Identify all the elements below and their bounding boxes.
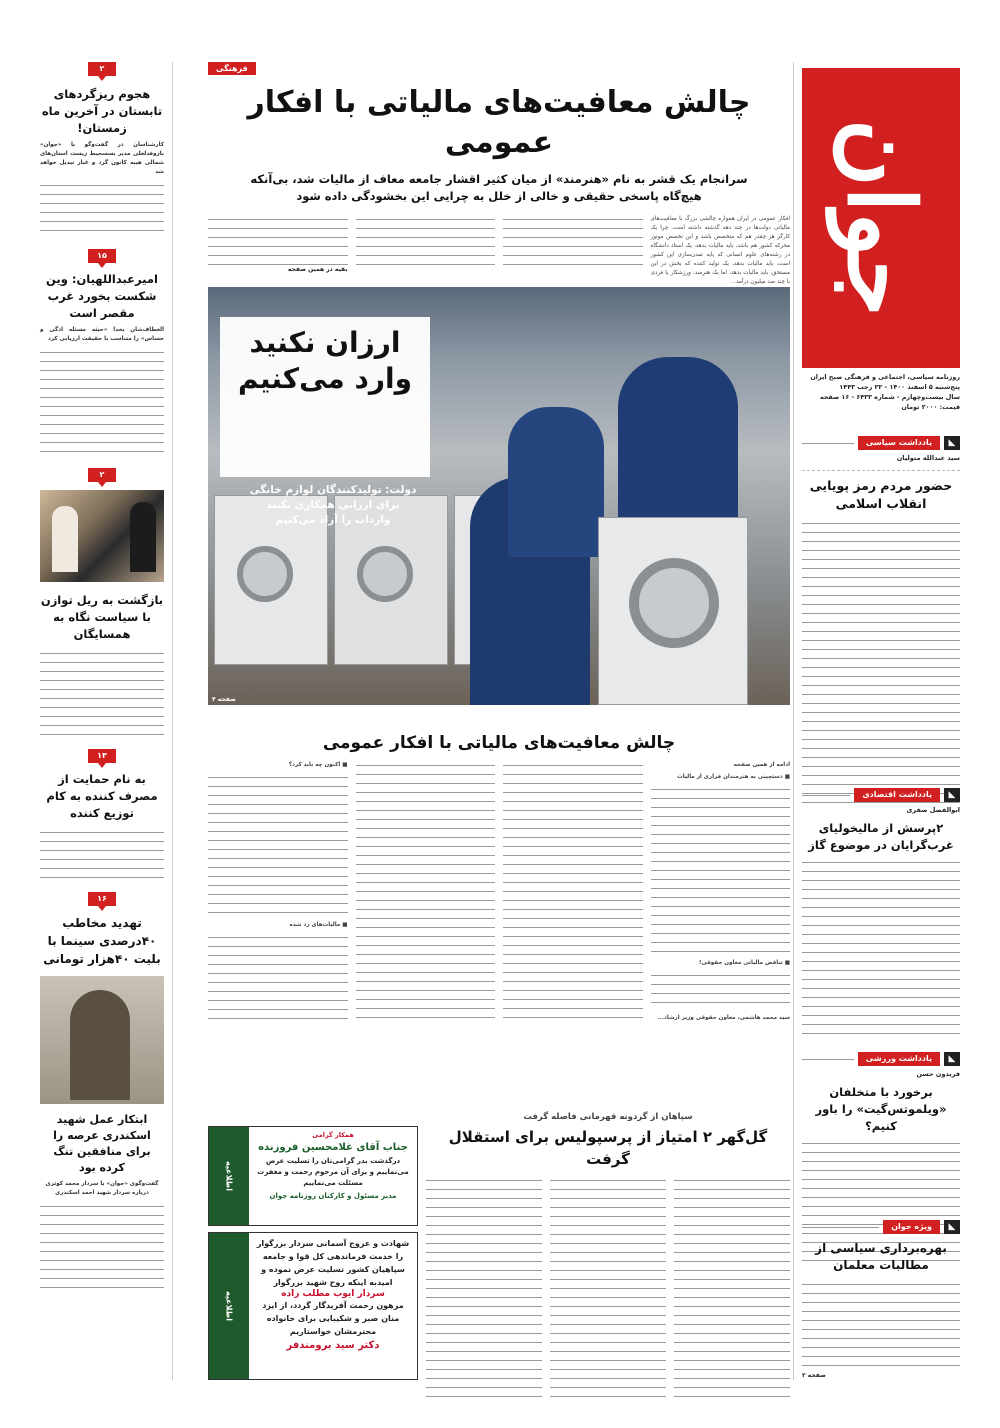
article-subhead: ■ دستچینی به هنرمندان فراری از مالیات: [677, 774, 790, 780]
body-column: افکار عمومی در ایران همواره چالشی بزرگ با معافیت‌های مالیاتی دولت‌ها در چند دهه گذشته داشته است. چرا یک کارگر هر چقدر هم که متخصص باشد و این تخصص موتور محرکه کشور هم باشد، باید مالیات بدهد، یک استاد دانشگاه در رشته‌های علوم انسانی که پایه تمدن‌سازی این کشور است، باید مالیات بدهد، یک تولید کننده که بخش در این مستحق، باید مالیات بدهد، اما یک هنرمند، ورزشکار یا فردی با چند صد میلیون درآمد...: [650, 216, 790, 285]
note-economic: [802, 788, 960, 1068]
ad-name: جناب آقای غلامحسین فروزنده: [258, 1142, 408, 1153]
factory-photo: [208, 287, 790, 705]
note-headline: برخورد با متخلفان «ویلموتس‌گیت» را باور کنیم؟: [815, 1085, 947, 1133]
author: فریدون حسن: [916, 1070, 960, 1078]
section-title: یادداشت اقتصادی: [854, 788, 940, 802]
teaser-headline[interactable]: به نام حمایت از مصرف کننده به کام توزیع کننده: [46, 772, 158, 820]
page-ref: صفحه ۴: [212, 696, 236, 703]
text-column: [503, 761, 643, 1023]
note-political: [802, 436, 960, 816]
teaser-body: [40, 828, 164, 882]
price: قیمت: ۲۰۰۰ تومان: [901, 403, 960, 411]
divider: [172, 62, 173, 1380]
main-subhead: سرانجام یک قشر به نام «هنرمند» از میان کثیر اقشار جامعه معاف از مالیات شد، بی‌آنکه هیچ‌گاه پاسخی حقیقی و خالی از خلل به چرایی این بخشودگی داده شود: [250, 172, 748, 203]
figure-silhouette: [52, 506, 78, 572]
ad-sign: دکتر سید برومندفر: [286, 1340, 380, 1351]
bottom-area: [208, 1112, 790, 1380]
jawan-icon: ◣: [944, 1220, 960, 1234]
author: سید عبدالله متولیان: [896, 454, 960, 462]
left-column: [40, 62, 164, 1380]
condolence-ad-1: [208, 1126, 418, 1226]
note-headline: بهره‌برداری سیاسی از مطالبات معلمان: [815, 1241, 947, 1272]
teaser-headline[interactable]: امیرعبداللهیان: وین شکست بخورد غرب مقصر است: [46, 272, 158, 320]
ad-sign: مدیر مسئول و کارکنان روزنامه جوان: [269, 1192, 397, 1200]
teaser-body: [40, 181, 164, 235]
jawan-icon: ◣: [944, 436, 960, 450]
right-column: [802, 62, 960, 1380]
article-subhead: ■ مالیات‌های رد شده: [289, 922, 348, 928]
ad-name: سردار ایوب مطلب زاده: [281, 1289, 385, 1299]
section-title: ویژه جوان: [883, 1220, 940, 1234]
text-column: [208, 933, 348, 1023]
teaser-headline[interactable]: هجوم ریزگردهای تابستان در آخرین ماه زمستان!: [41, 87, 163, 135]
teaser-photo: [40, 976, 164, 1104]
article-headline[interactable]: چالش معافیت‌های مالیاتی با افکار عمومی: [322, 733, 676, 753]
condolence-ad-2: [208, 1232, 418, 1380]
text-column: [356, 761, 496, 1023]
article-subhead: ادامه از همین صفحه: [733, 762, 790, 768]
teaser-body: [40, 649, 164, 739]
page-number-tag: ۲: [88, 468, 116, 482]
jawan-icon: ◣: [944, 1052, 960, 1066]
article-kicker: سپاهان از گردونه قهرمانی فاصله گرفت: [523, 1112, 693, 1122]
article-headline[interactable]: گل‌گهر ۲ امتیاز از پرسپولیس برای استقلال گرفت: [448, 1128, 768, 1168]
teaser-subhead: گفت‌وگوی «جوان» با سردار محمد کوثری درباره سردار شهید احمد اسکندری: [45, 1181, 159, 1196]
photo-headline[interactable]: ارزان نکنید وارد می‌کنیم: [237, 326, 412, 395]
text-column: [550, 1176, 666, 1398]
worker: [508, 407, 604, 557]
body-column: [208, 215, 348, 266]
author: ابوالفضل صفری: [906, 806, 960, 814]
note-body: [802, 858, 960, 1038]
ad-body: درگذشت بدر گرامی‌تان را تسلیت عرض می‌نماییم و برای آن مرحوم رحمت و مغفرت مسئلت می‌نماییم: [257, 1157, 409, 1187]
text-column: [674, 1176, 790, 1398]
note-body: [802, 1280, 960, 1372]
page-number-tag: ۱۶: [88, 892, 116, 906]
info-line: پنج‌شنبه ۵ اسفند ۱۴۰۰ - ۲۲ رجب ۱۴۴۳: [839, 383, 960, 391]
page-ref: صفحه ۲: [802, 1372, 826, 1379]
ad-heading: همکار گرامی: [312, 1131, 354, 1139]
headline-box: [220, 317, 430, 477]
portrait-silhouette: [70, 990, 130, 1100]
main-body: [208, 215, 790, 285]
teaser-subhead: العطاف‌شان یخدا «حیثه مسئله ادگی و حساس» را متناسب با حقیقت ارزیابی کرد: [40, 327, 164, 342]
ad-body: شهادت و عروج آسمانی سردار بزرگوار را خدمت فرماندهی کل قوا و جامعه سپاهیان کشور تسلیت عرض نموده و امیدبه اینکه روح شهید بزرگوار: [256, 1239, 410, 1287]
teaser-photo: [40, 490, 164, 582]
page-number-tag: ۱۳: [88, 749, 116, 763]
center-area: [208, 62, 790, 1380]
text-column: [651, 971, 791, 1011]
teaser-headline[interactable]: بازگشت به ریل توازن با سیاست نگاه به همسایگان: [40, 593, 164, 641]
article-subhead: ■ اکنون چه باید کرد؟: [288, 762, 348, 768]
teaser-subhead: کارشناسان در گفت‌وگو با «جوان» بازوفدلعلی مدیر بسسحیط زیست استان‌های شمالی هیبه کانون گرد و غبار تبدیل خواهد شد: [40, 142, 164, 175]
byline: سید محمد هاشمی، معاون حقوقی وزیر ارشاد...: [657, 1015, 790, 1021]
note-body: [802, 519, 960, 809]
category-badge: فرهنگی: [208, 62, 256, 75]
masthead-info: [802, 372, 960, 412]
teaser-headline[interactable]: تهدید مخاطب ۴۰درصدی سینما با بلیت ۴۰هزار تومانی: [43, 916, 161, 966]
ad-label: اطلاعیه: [224, 1291, 234, 1321]
ad-body: مرهون رحمت آفریدگار گردد، از ایزد منان صبر و شکیبایی برای خانواده محترمشان خواستاریم: [262, 1301, 404, 1336]
jawan-icon: ◣: [944, 788, 960, 802]
teaser-body: [40, 1202, 164, 1292]
section-title: یادداشت ورزشی: [858, 1052, 940, 1066]
info-line: روزنامه سیاسی، اجتماعی و فرهنگی صبح ایران: [810, 373, 960, 381]
body-column: [503, 215, 643, 273]
main-headline[interactable]: چالش معافیت‌های مالیاتی با افکار عمومی: [247, 85, 751, 160]
washing-machine: [598, 517, 748, 705]
text-column: [651, 785, 791, 956]
text-column: [208, 773, 348, 918]
continue-note: بقیه در همین صفحه: [287, 266, 348, 273]
figure-silhouette: [130, 502, 156, 572]
text-column: [426, 1176, 542, 1398]
photo-subhead: دولت: تولیدکنندگان لوازم خانگی برای ارزانی همکاری نکنند واردات را آزاد می‌کنیم: [249, 484, 417, 526]
divider: [793, 62, 794, 1380]
article-body: [208, 761, 790, 1023]
section-title: یادداشت سیاسی: [858, 436, 940, 450]
teaser-headline[interactable]: ابتکار عمل شهید اسکندری عرصه را برای منافقین تنگ کرده بود: [53, 1113, 151, 1174]
note-special: [802, 1220, 960, 1380]
note-headline: حضور مردم رمز پویایی انقلاب اسلامی: [809, 478, 953, 511]
body-column: [356, 215, 496, 273]
teaser-body: [40, 348, 164, 458]
sports-article: [426, 1112, 790, 1380]
ad-label: اطلاعیه: [224, 1161, 234, 1191]
page-number-tag: ۱۵: [88, 249, 116, 263]
masthead-logo: [802, 68, 960, 368]
note-headline: ۲پرسش از مالیخولیای غرب‌گرایان در موضوع گاز: [808, 821, 954, 852]
page-number-tag: ۲: [88, 62, 116, 76]
article-subhead: ■ تناقض مالیاتی معاون حقوقی!: [698, 960, 790, 966]
logo-text: جوان: [827, 119, 935, 317]
info-line: سال بیست‌وچهارم - شماره ۶۴۳۳ - ۱۶ صفحه: [819, 393, 960, 401]
